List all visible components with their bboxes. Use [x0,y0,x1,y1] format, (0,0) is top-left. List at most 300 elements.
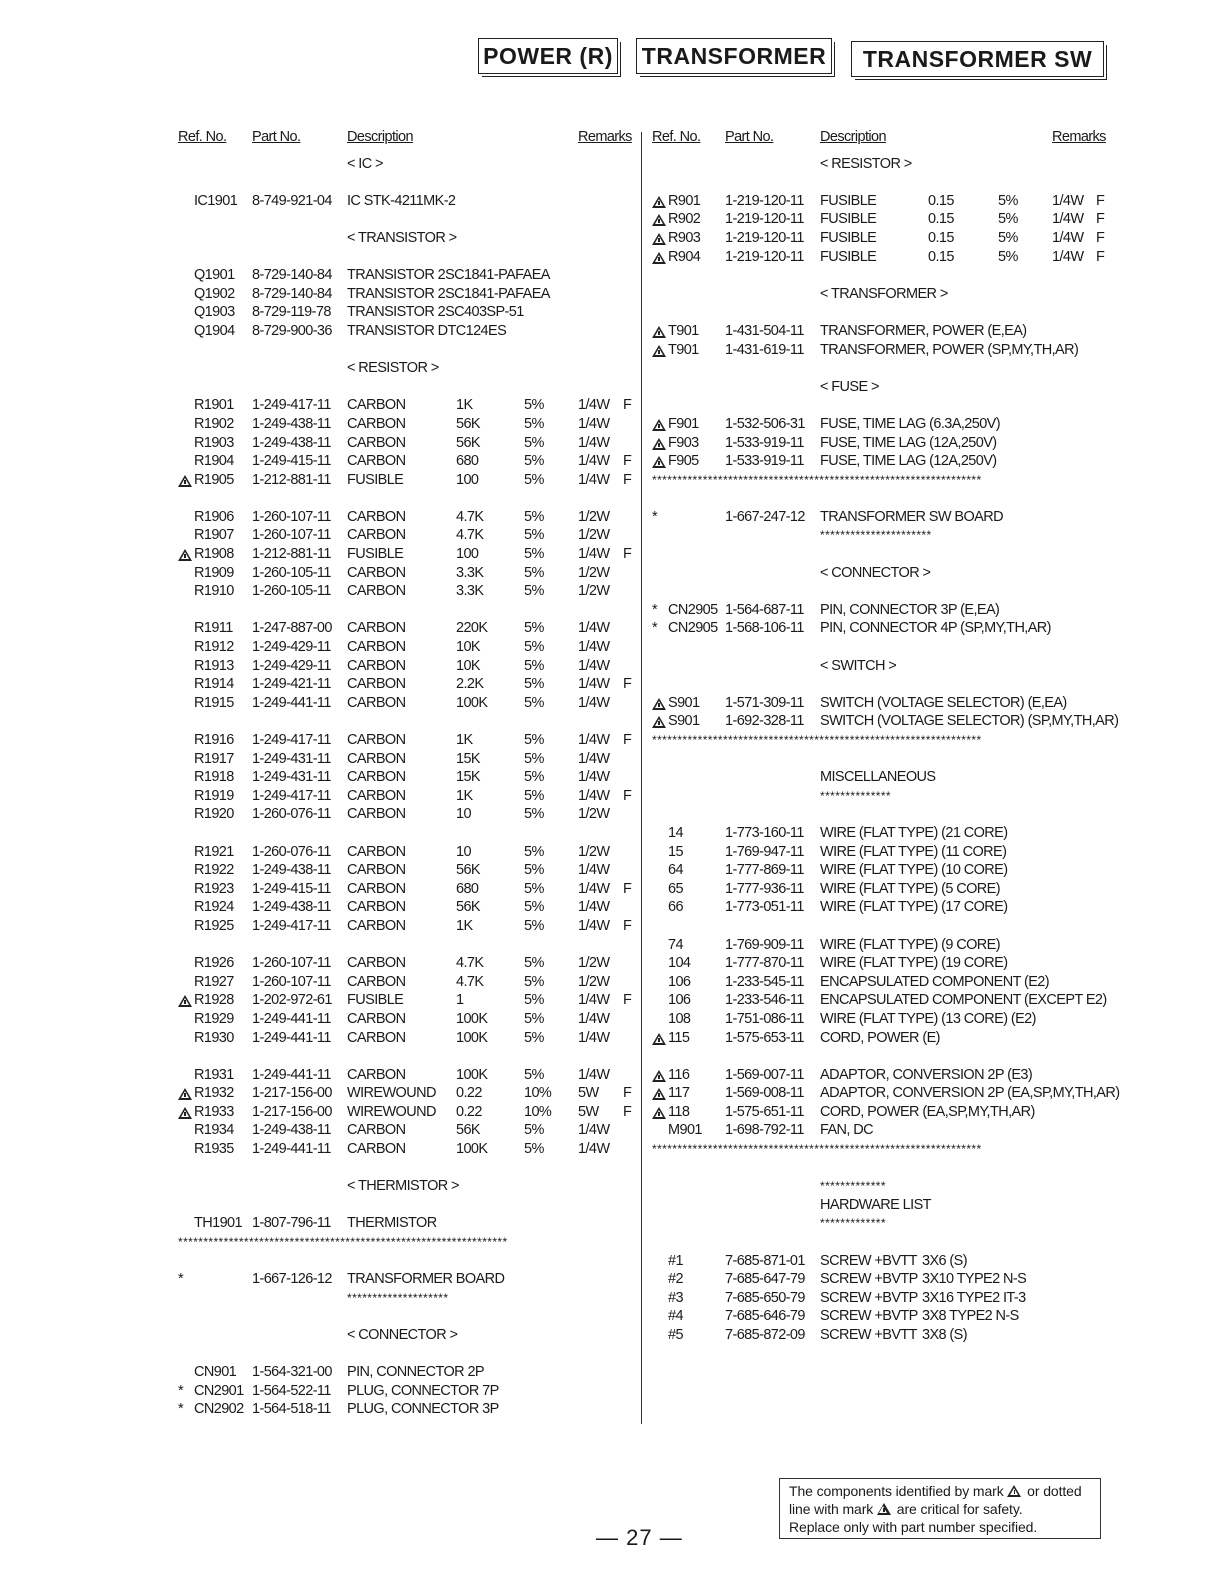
flag-f: F [623,676,632,693]
row-spacer [0,582,1219,601]
tolerance: 5% [524,880,544,897]
part-no: 1-260-105-11 [252,583,331,600]
part-no: 1-751-086-11 [725,1010,804,1027]
power-rating: 1/4W [578,397,610,414]
ref-no: R1908 [194,546,234,563]
part-no: 1-773-160-11 [725,824,804,841]
part-no: 1-571-309-11 [725,694,804,711]
description: CARBON [347,806,406,823]
part-no: 1-260-107-11 [252,955,331,972]
part-no: 8-729-900-36 [252,322,332,339]
tolerance: 5% [524,508,544,525]
description: CARBON [347,453,406,470]
part-no: 1-249-431-11 [252,769,331,786]
section-title [0,155,1219,174]
description: ENCAPSULATED COMPONENT (E2) [820,973,1049,990]
tolerance: 5% [524,471,544,488]
part-no: 1-667-126-12 [252,1271,332,1288]
warning-triangle-icon [652,1107,666,1119]
tolerance: 10% [524,1085,552,1102]
power-rating: 1/4W [578,787,610,804]
tolerance: 5% [524,620,544,637]
value: 1 [456,992,464,1009]
part-no: 1-249-421-11 [252,676,331,693]
ref-no: #1 [668,1252,683,1269]
table-row [0,508,1219,527]
ref-no: R903 [668,229,701,246]
tolerance: 5% [998,229,1018,246]
section-label: < IC > [347,155,383,172]
power-rating: 1/4W [578,657,610,674]
part-no: 1-212-881-11 [252,471,331,488]
table-row [0,880,1219,899]
value: 3X8 TYPE2 N-S [922,1308,1019,1325]
description: CARBON [347,583,406,600]
description: WIRE (FLAT TYPE) (13 CORE) (E2) [820,1010,1036,1027]
ref-no: #4 [668,1308,683,1325]
description: CORD, POWER (EA,SP,MY,TH,AR) [820,1103,1035,1120]
power-rating: 1/4W [578,453,610,470]
value: 1K [456,787,473,804]
parts-column-right [0,128,1219,1345]
tolerance: 5% [524,787,544,804]
power-rating: 1/2W [578,843,610,860]
safety-note-text-1: The components identified by mark [789,1483,1008,1499]
description: TRANSISTOR 2SC1841-PAFAEA [347,267,550,284]
warning-triangle-icon [652,1070,666,1082]
table-row [0,1307,1219,1326]
power-rating: 1/2W [578,806,610,823]
page-number: — 27 — [596,1525,683,1550]
value: 15K [456,769,480,786]
ref-no: R1923 [194,880,234,897]
value: 680 [456,880,479,897]
ref-no: 117 [668,1085,690,1102]
header-part-no: Part No. [725,129,774,145]
value: 100K [456,694,488,711]
part-no: 1-247-887-00 [252,620,332,637]
description: CARBON [347,862,406,879]
power-rating: 1/4W [578,1122,610,1139]
part-no: 8-729-140-84 [252,285,332,302]
description: FUSIBLE [347,992,404,1009]
part-no: 1-249-441-11 [252,694,331,711]
value: 4.7K [456,527,484,544]
asterisk-mark-icon: * [652,620,658,637]
section-label: < RESISTOR > [347,360,439,377]
part-no: 1-698-792-11 [725,1122,804,1139]
table-row [0,898,1219,917]
description: TRANSISTOR DTC124ES [347,322,507,339]
ref-no: 116 [668,1066,690,1083]
header-description: Description [820,129,886,145]
ref-no: R1929 [194,1010,234,1027]
description: ADAPTOR, CONVERSION 2P (E3) [820,1066,1033,1083]
section-label: < THERMISTOR > [347,1178,459,1195]
tolerance: 5% [524,453,544,470]
description: WIREWOUND [347,1103,436,1120]
warning-triangle-icon [1007,1485,1021,1497]
asterisk-underline-text: ************* [820,1216,886,1231]
section-label: < TRANSISTOR > [347,229,457,246]
power-rating: 1/4W [578,732,610,748]
flag-f: F [1096,229,1105,246]
power-rating: 1/4W [1052,248,1084,265]
description: CARBON [347,564,406,581]
ref-no: Q1902 [194,285,235,302]
power-rating: 1/4W [578,992,610,1009]
part-no: 1-777-936-11 [725,880,804,897]
header-ref-no: Ref. No. [652,129,701,145]
flag-f: F [1096,248,1105,265]
section-label: < CONNECTOR > [347,1327,458,1343]
value: 0.15 [928,248,954,265]
description: CARBON [347,434,406,451]
table-row [0,1121,1219,1140]
ref-no: T901 [668,322,699,339]
asterisk-underline [0,526,1219,545]
power-rating: 5W [578,1103,599,1120]
power-rating: 1/4W [578,546,610,563]
table-row [0,1326,1219,1345]
safety-note-text-3: line with mark [789,1501,877,1517]
value: 3.3K [456,564,484,581]
flag-f: F [623,546,632,563]
safety-note-text-2: or dotted [1023,1483,1082,1499]
ref-no: R1930 [194,1029,234,1046]
power-rating: 1/2W [578,955,610,972]
ref-no: R1928 [194,992,234,1009]
part-no: 1-249-417-11 [252,787,331,804]
part-no: 1-249-438-11 [252,899,331,916]
description: TRANSISTOR 2SC1841-PAFAEA [347,285,550,302]
description: CARBON [347,732,406,748]
tolerance: 5% [524,1010,544,1027]
part-no: 1-260-107-11 [252,508,331,525]
power-rating: 1/4W [1052,229,1084,246]
tolerance: 10% [524,1103,552,1120]
ref-no: 74 [668,936,683,953]
part-no: 1-569-007-11 [725,1066,804,1083]
part-no: 1-260-076-11 [252,806,331,823]
ref-no: R1909 [194,564,234,581]
ref-no: 104 [668,955,691,972]
description: FUSIBLE [820,211,877,228]
value: 56K [456,1122,480,1139]
description: CARBON [347,899,406,916]
safety-note-text-4: are critical for safety. [892,1501,1023,1517]
ref-no: F901 [668,415,699,432]
description: IC STK-4211MK-2 [347,192,456,209]
description: CARBON [347,787,406,804]
description: FUSE, TIME LAG (12A,250V) [820,453,997,470]
value: 100 [456,546,479,563]
row-spacer [0,173,1219,192]
section-label: < FUSE > [820,378,879,395]
part-no: 1-217-156-00 [252,1085,332,1102]
value: 0.15 [928,229,954,246]
asterisk-mark-icon: * [652,601,658,618]
ref-no: 14 [668,824,683,841]
description: TRANSFORMER, POWER (E,EA) [820,322,1027,339]
part-no: 1-233-545-11 [725,973,804,990]
ref-no: R1915 [194,694,234,711]
value: 1K [456,397,473,414]
part-no: 1-564-522-11 [252,1382,331,1399]
table-row [0,1270,1219,1289]
ref-no: R1916 [194,732,234,748]
description: PIN, CONNECTOR 2P [347,1364,484,1381]
value: 100 [456,471,479,488]
warning-triangle-icon [652,214,666,226]
row-spacer [0,303,1219,322]
ref-no: S901 [668,694,700,711]
warning-triangle-icon [652,1033,666,1045]
power-rating: 1/4W [578,676,610,693]
power-rating: 1/4W [578,917,610,934]
table-row [0,192,1219,211]
tolerance: 5% [524,527,544,544]
part-no: 1-564-321-00 [252,1364,332,1381]
value: 3X10 TYPE2 N-S [922,1271,1027,1288]
part-no: 1-568-106-11 [725,620,804,637]
asterisk-mark-icon: * [178,1382,184,1399]
warning-triangle-icon [652,419,666,431]
ref-no: #3 [668,1289,683,1306]
description: SCREW +BVTT [820,1327,917,1343]
part-no: 1-249-415-11 [252,880,331,897]
power-rating: 1/4W [1052,192,1084,209]
ref-no: IC1901 [194,192,238,209]
section-label: MISCELLANEOUS [820,769,936,786]
value: 15K [456,750,480,767]
tolerance: 5% [524,415,544,432]
tolerance: 5% [524,955,544,972]
flag-f: F [623,992,632,1009]
part-no: 1-249-441-11 [252,1066,331,1083]
tolerance: 5% [524,973,544,990]
power-rating: 1/4W [578,471,610,488]
warning-triangle-icon [652,252,666,264]
part-no: 7-685-646-79 [725,1308,805,1325]
tolerance: 5% [524,397,544,414]
part-no: 1-249-438-11 [252,415,331,432]
description: SCREW +BVTP [820,1271,918,1288]
power-rating: 1/4W [578,1066,610,1083]
power-rating: 1/4W [1052,211,1084,228]
description: CARBON [347,843,406,860]
table-row [0,210,1219,229]
tolerance: 5% [524,546,544,563]
section-label: < RESISTOR > [820,155,912,172]
description: ADAPTOR, CONVERSION 2P (EA,SP,MY,TH,AR) [820,1085,1120,1102]
part-no: 1-769-947-11 [725,843,804,860]
part-no: 1-777-869-11 [725,862,804,879]
part-no: 7-685-872-09 [725,1327,805,1343]
table-row [0,434,1219,453]
description: CARBON [347,1010,406,1027]
row-spacer [0,1233,1219,1252]
description: WIRE (FLAT TYPE) (9 CORE) [820,936,1000,953]
section-label: < SWITCH > [820,657,897,674]
value: 3X16 TYPE2 IT-3 [922,1289,1026,1306]
ref-no: 15 [668,843,683,860]
part-no: 1-249-438-11 [252,862,331,879]
part-no: 7-685-647-79 [725,1271,805,1288]
description: CARBON [347,620,406,637]
ref-no: R1901 [194,397,234,414]
part-no: 1-260-105-11 [252,564,331,581]
part-no: 1-575-651-11 [725,1103,804,1120]
ref-no: R1913 [194,657,234,674]
tolerance: 5% [524,639,544,656]
part-no: 1-249-415-11 [252,453,331,470]
warning-triangle-icon [652,233,666,245]
ref-no: S901 [668,713,700,730]
power-rating: 1/4W [578,639,610,656]
ref-no: CN901 [194,1364,237,1381]
ref-no: Q1901 [194,267,235,284]
row-spacer [0,266,1219,285]
ref-no: 106 [668,973,691,990]
asterisk-separator: ***************************************************************** [652,1142,982,1157]
ref-no: CN2905 [668,601,718,618]
tolerance: 5% [524,694,544,711]
part-no: 1-431-504-11 [725,322,804,339]
ref-no: R1906 [194,508,234,525]
section-label: HARDWARE LIST [820,1196,931,1213]
value: 4.7K [456,973,484,990]
value: 10K [456,657,480,674]
part-no: 1-249-441-11 [252,1141,331,1158]
power-rating: 1/4W [578,1029,610,1046]
ref-no: R1912 [194,639,234,656]
part-no: 1-564-687-11 [725,601,804,618]
description: CARBON [347,676,406,693]
part-no: 1-533-919-11 [725,453,804,470]
asterisk-separator: ***************************************************************** [652,472,982,487]
power-rating: 1/2W [578,527,610,544]
description: CARBON [347,880,406,897]
power-rating: 1/4W [578,1010,610,1027]
flag-f: F [623,917,632,934]
asterisk-underline-text: ********************** [820,528,932,543]
value: 3.3K [456,583,484,600]
power-rating: 1/4W [578,694,610,711]
description: CORD, POWER (E) [820,1029,940,1046]
part-no: 1-219-120-11 [725,192,804,209]
asterisk-separator: ***************************************************************** [178,1235,508,1250]
table-row [0,1382,641,1401]
table-row [0,991,1219,1010]
value: 1K [456,732,473,748]
description: PIN, CONNECTOR 3P (E,EA) [820,601,1000,618]
table-row [0,694,1219,713]
description: TRANSISTOR 2SC403SP-51 [347,304,524,321]
table-row [0,712,1219,731]
power-rating: 5W [578,1085,599,1102]
row-spacer [0,917,1219,936]
value: 56K [456,434,480,451]
warning-triangle-icon [652,438,666,450]
value: 0.22 [456,1085,482,1102]
table-row [0,619,1219,638]
ref-no: CN2905 [668,620,718,637]
part-no: 1-533-919-11 [725,434,804,451]
tolerance: 5% [524,750,544,767]
description: CARBON [347,1066,406,1083]
table-row [0,1066,1219,1085]
ref-no: R1919 [194,787,234,804]
part-no: 1-260-076-11 [252,843,331,860]
flag-f: F [1096,192,1105,209]
ref-no: 65 [668,880,683,897]
part-no: 1-249-441-11 [252,1029,331,1046]
row-spacer [0,1345,641,1364]
warning-triangle-icon [652,1088,666,1100]
ref-no: M901 [668,1122,702,1139]
tolerance: 5% [524,1066,544,1083]
row-spacer [0,675,1219,694]
table-row [0,1010,1219,1029]
ref-no: R1925 [194,917,234,934]
part-no: 1-249-417-11 [252,732,331,748]
table-row [0,861,1219,880]
tolerance: 5% [524,1029,544,1046]
ref-no: R1935 [194,1141,234,1158]
tolerance: 5% [524,564,544,581]
table-row [0,1363,641,1382]
ref-no: R1920 [194,806,234,823]
table-row [0,601,1219,620]
warning-triangle-icon [652,716,666,728]
part-no: 1-249-429-11 [252,657,331,674]
value: 3X8 (S) [922,1327,967,1343]
header-ref-no: Ref. No. [178,129,227,145]
ref-no: R1933 [194,1103,234,1120]
value: 10K [456,639,480,656]
row-spacer [0,1047,1219,1066]
ref-no: R1924 [194,899,234,916]
ref-no: R902 [668,211,701,228]
description: SCREW +BVTT [820,1252,917,1269]
ref-no: 118 [668,1103,690,1120]
description: FUSIBLE [820,248,877,265]
warning-triangle-icon [877,1503,891,1515]
ref-no: R1921 [194,843,234,860]
description: FUSIBLE [347,546,404,563]
description: TRANSFORMER, POWER (SP,MY,TH,AR) [820,341,1079,358]
table-row [0,1029,1219,1048]
flag-f: F [623,1103,632,1120]
tolerance: 5% [524,843,544,860]
table-row [0,1289,1219,1308]
section-title [0,1196,1219,1215]
part-no: 1-219-120-11 [725,248,804,265]
warning-triangle-icon [652,345,666,357]
part-no: 1-667-247-12 [725,508,805,525]
value: 56K [456,899,480,916]
description: CARBON [347,415,406,432]
asterisk-mark-icon: * [652,508,658,525]
section-title [0,285,1219,304]
description: CARBON [347,750,406,767]
ref-no: R1931 [194,1066,234,1083]
description: SWITCH (VOLTAGE SELECTOR) (E,EA) [820,694,1067,711]
power-rating: 1/4W [578,620,610,637]
ref-no: T901 [668,341,699,358]
flag-f: F [623,453,632,470]
